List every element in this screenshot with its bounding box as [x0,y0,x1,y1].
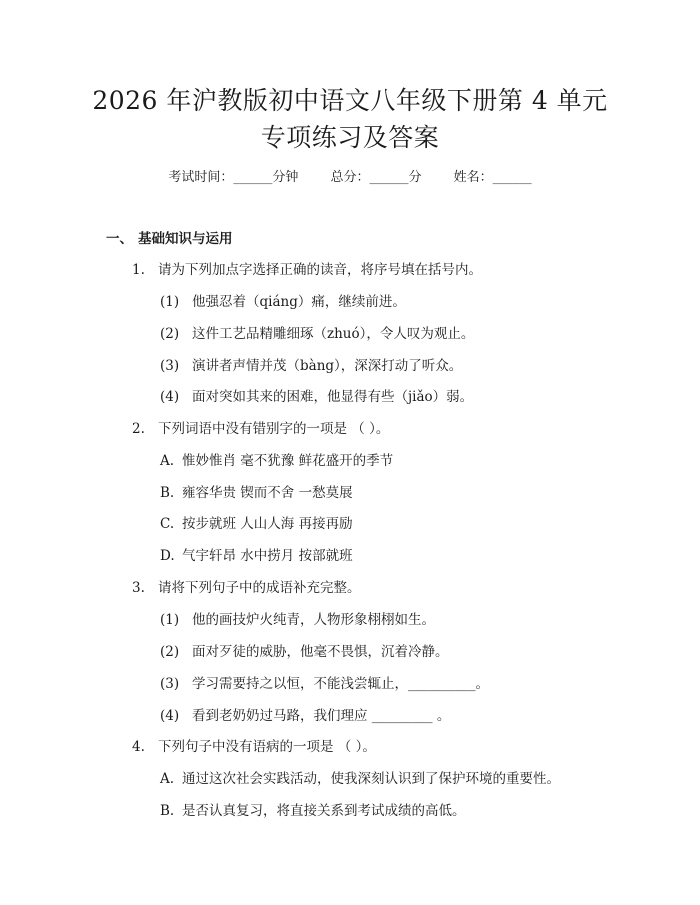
item-number: (4) [160,389,180,405]
option-letter: A. [160,453,175,469]
question-text: 下列句子中没有语病的一项是 （ ）。 [158,739,376,755]
option-text: 惟妙惟肖 毫不犹豫 鲜花盛开的季节 [182,453,394,469]
option-letter: A. [160,771,175,787]
question-2-option-a [160,451,393,471]
item-number: (3) [160,358,180,374]
question-3-item-1 [160,610,435,630]
question-text: 请为下列加点字选择正确的读音，将序号填在括号内。 [158,262,482,278]
option-text: 按步就班 人山人海 再接再励 [182,516,353,532]
question-1-item-2 [160,324,474,344]
option-text: 通过这次社会实践活动，使我深刻认识到了保护环境的重要性。 [182,771,560,787]
question-3 [132,578,361,598]
name-field: 姓名：______ [453,170,532,185]
section-title: 基础知识与运用 [138,231,233,247]
option-text: 是否认真复习，将直接关系到考试成绩的高低。 [182,803,466,819]
question-2-option-d [160,546,353,566]
document-title-line-1: 2026 年沪教版初中语文八年级下册第 4 单元 [92,86,608,115]
question-3-item-2 [160,642,449,662]
total-score-field: 总分：______分 [330,170,422,185]
option-text: 雍容华贵 锲而不舍 一愁莫展 [182,485,353,501]
question-4 [132,737,376,757]
item-number: (1) [160,294,180,310]
question-2-option-b [160,483,353,503]
option-text: 气宇轩昂 水中捞月 按部就班 [182,548,353,564]
item-number: (3) [160,676,180,692]
section-number: 一、 [106,231,133,247]
question-1 [132,260,482,280]
item-text: 演讲者声情并茂（bàng），深深打动了听众。 [192,358,463,374]
question-4-option-b [160,801,466,821]
question-1-item-1 [160,292,406,312]
question-text: 请将下列句子中的成语补充完整。 [158,580,361,596]
item-text: 他的画技炉火纯青，人物形象栩栩如生。 [192,612,435,628]
section-heading [106,229,233,249]
option-letter: B. [160,803,175,819]
question-4-option-a [160,769,560,789]
option-letter: D. [160,548,175,564]
question-number: 2. [132,421,145,437]
question-number: 4. [132,739,145,755]
item-text: 面对歹徒的威胁，他毫不畏惧，沉着冷静。 [192,644,449,660]
item-number: (4) [160,708,180,724]
item-text: 面对突如其来的困难，他显得有些（jiǎo）弱。 [192,389,474,405]
option-letter: B. [160,485,175,501]
exam-time-field: 考试时间：______分钟 [168,170,299,185]
item-text: 学习需要持之以恒，不能浅尝辄止，__________。 [192,676,489,692]
question-3-item-3 [160,674,489,694]
item-text: 看到老奶奶过马路，我们理应 _________ 。 [192,708,451,724]
item-text: 这件工艺品精雕细琢（zhuó），令人叹为观止。 [192,326,475,342]
question-2 [132,419,389,439]
item-number: (2) [160,644,180,660]
item-number: (2) [160,326,180,342]
question-3-item-4 [160,706,450,726]
item-text: 他强忍着（qiáng）痛，继续前进。 [192,294,406,310]
exam-info [0,168,700,188]
question-1-item-4 [160,387,473,407]
question-text: 下列词语中没有错别字的一项是 （ ）。 [158,421,390,437]
option-letter: C. [160,516,175,532]
question-number: 3. [132,580,145,596]
question-2-option-c [160,514,353,534]
item-number: (1) [160,612,180,628]
question-number: 1. [132,262,145,278]
document-title-line-2: 专项练习及答案 [260,123,440,152]
question-1-item-3 [160,356,462,376]
